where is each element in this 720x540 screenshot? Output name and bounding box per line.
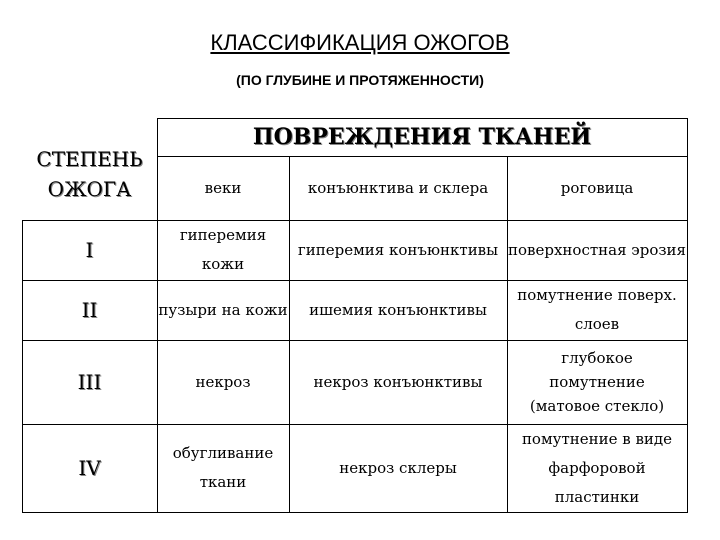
page-title: КЛАССИФИКАЦИЯ ОЖОГОВ [210, 30, 510, 55]
degree-cell: IV [78, 456, 101, 480]
table-cell: некроз склеры [339, 458, 457, 477]
table-cell: обугливание ткани [172, 444, 274, 491]
table-cell: некроз [195, 372, 251, 391]
table-cell: помутнение поверх. слоев [517, 286, 677, 333]
damage-header: ПОВРЕЖДЕНИЯ ТКАНЕЙ [252, 123, 592, 150]
table-cell: пузыри на кожи [158, 300, 288, 319]
table-right-border [687, 118, 688, 513]
table-cell: помутнение в виде фарфоровой пластинки [521, 429, 673, 506]
degree-cell: III [77, 370, 102, 394]
column-header-conjunctiva: конъюнктива и склера [307, 178, 489, 197]
table-cell: ишемия конъюнктивы [309, 300, 487, 319]
table-cell: гиперемия кожи [179, 226, 267, 273]
table-bottom-border [22, 512, 687, 513]
degree-cell: I [85, 238, 94, 262]
degree-cell: II [81, 298, 98, 322]
column-header-eyelids: веки [204, 178, 242, 197]
degree-header: СТЕПЕНЬ ОЖОГА [36, 147, 143, 201]
table-cell: гиперемия конъюнктивы [297, 240, 499, 259]
table-cell: некроз конъюнктивы [313, 372, 483, 391]
table-cell: поверхностная эрозия [508, 240, 686, 259]
table-cell: глубокое помутнение (матовое стекло) [529, 349, 665, 415]
column-header-cornea: роговица [560, 178, 634, 197]
page-subtitle: (ПО ГЛУБИНЕ И ПРОТЯЖЕННОСТИ) [236, 72, 484, 88]
